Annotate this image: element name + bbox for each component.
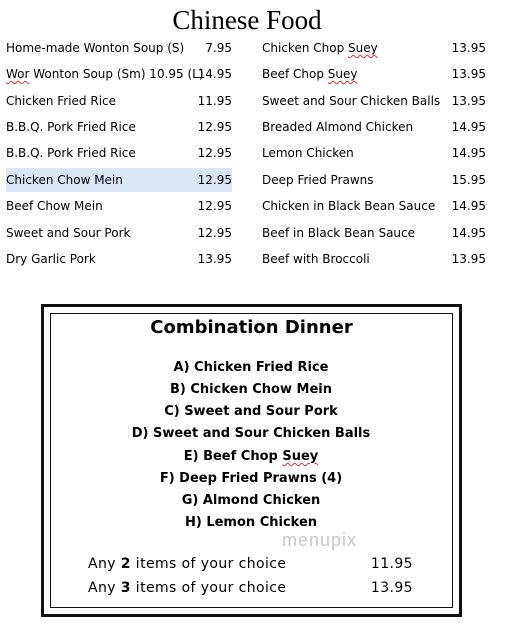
choice-row	[88, 552, 413, 576]
menu-item-name: Beef Chow Mein	[6, 199, 103, 213]
menu-item	[262, 62, 486, 86]
menu-item	[6, 194, 232, 218]
combination-item: G) Almond Chicken	[181, 493, 321, 508]
spellcheck-word: Suey	[282, 449, 319, 464]
menu-item-name: Lemon Chicken	[262, 146, 354, 160]
menu-item-price: 14.95	[451, 146, 486, 160]
menu-item-name	[262, 36, 378, 60]
menu-item	[6, 62, 232, 86]
spellcheck-word: Suey	[327, 67, 358, 81]
menu-item-name: Sweet and Sour Chicken Balls	[262, 94, 441, 108]
combination-item: H) Lemon Chicken	[184, 515, 318, 530]
menu-item-name: Beef with Broccoli	[262, 252, 370, 266]
menu-item-name-rest: Wonton Soup (Sm) 10.95 (L)	[29, 67, 204, 81]
menu-item	[262, 89, 486, 113]
menu-item-price: 11.95	[197, 94, 232, 108]
menu-item-price: 7.95	[205, 41, 232, 55]
menu-item	[262, 247, 486, 271]
menu-item-name: Dry Garlic Pork	[6, 252, 96, 266]
menu-item-price: 12.95	[197, 120, 232, 134]
choice-text	[88, 576, 286, 600]
choice-text-post: items of your choice	[130, 556, 287, 572]
combination-item: D) Sweet and Sour Chicken Balls	[131, 426, 371, 441]
combination-item-text: E) Beef Chop	[183, 449, 283, 464]
spellcheck-word: Suey	[348, 41, 378, 55]
menu-item	[262, 221, 486, 245]
choice-text-pre: Any	[88, 580, 121, 596]
menu-item-name	[6, 62, 204, 86]
menu-item-name: Deep Fried Prawns	[262, 173, 374, 187]
spellcheck-word: Wor	[6, 67, 30, 81]
menu-item-price: 14.95	[451, 199, 486, 213]
choice-count: 2	[120, 556, 131, 572]
combination-title: Combination Dinner	[150, 317, 353, 338]
menu-item-price: 13.95	[197, 252, 232, 266]
menu-item-price: 13.95	[451, 94, 486, 108]
menu-item-price: 13.95	[451, 252, 486, 266]
menu-item-name	[262, 62, 358, 86]
menu-item	[6, 221, 232, 245]
page-title: Chinese Food	[172, 5, 322, 35]
choice-text-post: items of your choice	[130, 580, 287, 596]
menu-item	[262, 36, 486, 60]
menu-item-name: Chicken Chow Mein	[6, 173, 123, 187]
menu-item-price: 12.95	[197, 146, 232, 160]
menu-item	[6, 115, 232, 139]
choice-count: 3	[120, 580, 131, 596]
menu-item	[262, 194, 486, 218]
menu-item-name-part: Beef Chop	[262, 67, 328, 81]
choice-price: 11.95	[370, 556, 413, 572]
choice-row	[88, 576, 413, 600]
menu-item-price: 12.95	[197, 173, 232, 187]
menu-item-name-part: Chicken Chop	[262, 41, 348, 55]
menu-item-price: 13.95	[451, 67, 486, 81]
combination-item: A) Chicken Fried Rice	[173, 360, 329, 375]
choice-text-pre: Any	[88, 556, 121, 572]
menu-item-price: 14.95	[451, 120, 486, 134]
menu-item-price: 12.95	[197, 199, 232, 213]
menu-item	[6, 36, 232, 60]
menu-item-price: 14.95	[451, 226, 486, 240]
combination-item: F) Deep Fried Prawns (4)	[159, 471, 343, 486]
menu-item	[262, 168, 486, 192]
menu-item	[6, 247, 232, 271]
menu-item	[262, 141, 486, 165]
menu-item	[262, 115, 486, 139]
watermark-logo: menupix	[282, 530, 358, 550]
choice-price: 13.95	[370, 580, 413, 596]
menu-item-price: 14.95	[197, 67, 232, 81]
menu-item-name: Breaded Almond Chicken	[262, 120, 414, 134]
menu-item-name: Home-made Wonton Soup (S)	[6, 41, 185, 55]
menu-item-name: Sweet and Sour Pork	[6, 226, 131, 240]
menu-item-name: Beef in Black Bean Sauce	[262, 226, 416, 240]
menu-item-name: B.B.Q. Pork Fried Rice	[6, 120, 136, 134]
menu-item-name: Chicken Fried Rice	[6, 94, 117, 108]
menu-item	[6, 141, 232, 165]
menu-item-name: B.B.Q. Pork Fried Rice	[6, 146, 136, 160]
menu-item-selected[interactable]	[6, 168, 232, 192]
menu-item-name: Chicken in Black Bean Sauce	[262, 199, 436, 213]
choice-text	[88, 552, 286, 576]
combination-item: C) Sweet and Sour Pork	[164, 404, 338, 419]
combination-item: B) Chicken Chow Mein	[170, 382, 332, 397]
menu-item	[6, 89, 232, 113]
menu-item-price: 15.95	[451, 173, 486, 187]
combination-item	[46, 446, 456, 468]
menu-item-price: 13.95	[451, 41, 486, 55]
menu-item-price: 12.95	[197, 226, 232, 240]
